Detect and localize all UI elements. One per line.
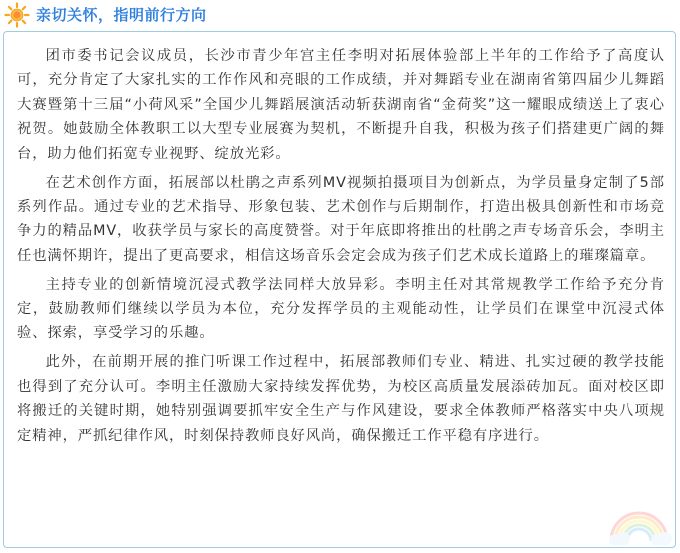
article-paragraph: 主持专业的创新情境沉浸式教学法同样大放异彩。李明主任对其常规教学工作给予充分肯定，鼓励教师们继续以学员为本位，充分发挥学员的主观能动性，让学员们在课堂中沉浸式体验、探索，享受学习的乐趣。 [17, 276, 665, 342]
article-box [3, 31, 676, 548]
article-paragraph: 团市委书记会议成员，长沙市青少年宫主任李明对拓展体验部上半年的工作给予了高度认可，充分肯定了大家扎实的工作作风和亮眼的工作成绩，并对舞蹈专业在湖南省第四届少儿舞蹈大赛暨第十三届“小荷风采”全国少儿舞蹈展演活动斩获湖南省“金荷奖”这一耀眼成绩送上了衷心祝贺。她鼓励全体教职工以大型专业展赛为契机，不断提升自我，积极为孩子们搭建更广阔的舞台，助力他们拓宽专业视野、绽放光彩。 [17, 48, 665, 162]
section-title: 亲切关怀，指明前行方向 [36, 6, 207, 24]
rainbow-icon [593, 495, 673, 545]
sun-icon [4, 2, 30, 28]
section-header [0, 0, 680, 30]
article-paragraph: 此外，在前期开展的推门听课工作过程中，拓展部教师们专业、精进、扎实过硬的教学技能也得到了充分认可。李明主任激励大家持续发挥优势，为校区高质量发展添砖加瓦。面对校区即将搬迁的关键时期，她特别强调要抓牢安全生产与作风建设，要求全体教师严格落实中央八项规定精神，严抓纪律作风，时刻保持教师良好风尚，确保搬迁工作平稳有序进行。 [17, 354, 665, 444]
article-paragraph: 在艺术创作方面，拓展部以杜鹃之声系列MV视频拍摄项目为创新点，为学员量身定制了5部系列作品。通过专业的艺术指导、形象包装、艺术创作与后期制作，打造出极具创新性和市场竞争力的精品MV，收获学员与家长的高度赞誉。对于年底即将推出的杜鹃之声专场音乐会，李明主任也满怀期许，提出了更高要求，相信这场音乐会定会成为孩子们艺术成长道路上的璀璨篇章。 [17, 174, 665, 264]
article-body [17, 44, 665, 453]
